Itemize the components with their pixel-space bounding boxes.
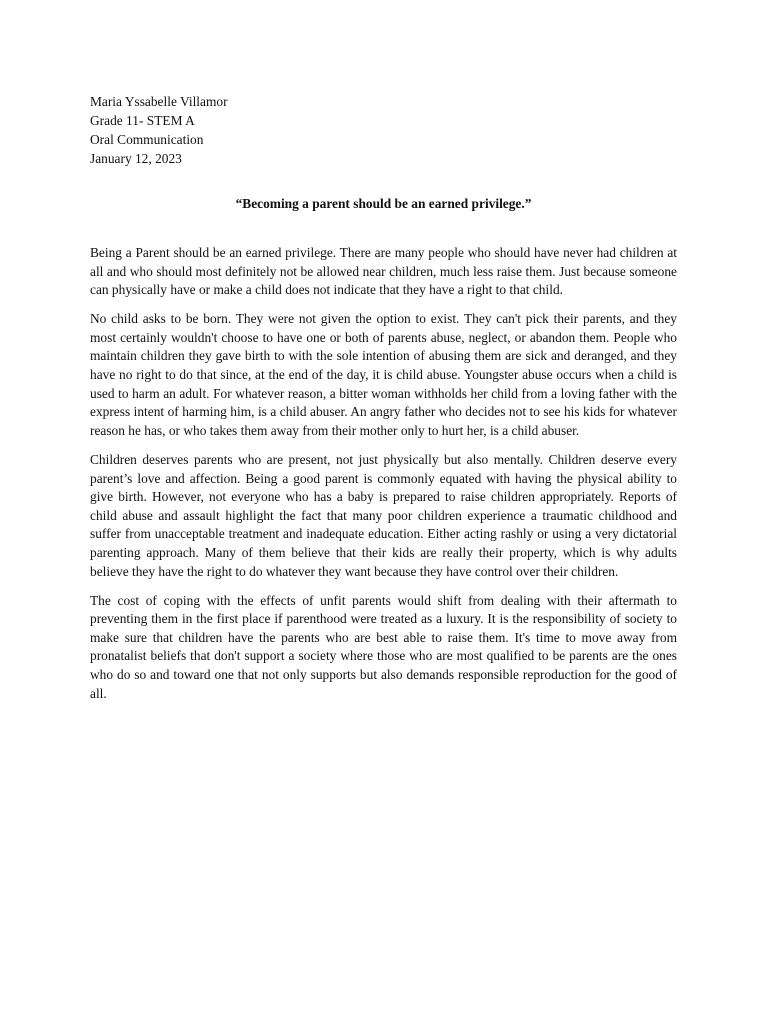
essay-title: “Becoming a parent should be an earned privilege.” [235,196,532,211]
author-name: Maria Yssabelle Villamor [90,94,228,109]
grade-section: Grade 11- STEM A [90,113,195,128]
paragraph-2: No child asks to be born. They were not given the option to exist. They can't pick their parents, and they most certainly wouldn't choose to have one or both of parents abuse, neglect, or abandon them. People who maintain children they gave birth to with the sole intention of abusing them are sick and deranged, and they have no right to do that since, at the end of the day, it is child abuse. Youngster abuse occurs when a child is used to harm an adult. For whatever reason, a bitter woman withholds her child from a loving father with the express intent of harming him, is a child abuser. An angry father who decides not to see his kids for whatever reason he has, or who takes them away from their mother only to hurt her, is a child abuser. [90,311,677,438]
date-line: January 12, 2023 [90,151,182,166]
document-page [90,92,677,714]
paragraph-1: Being a Parent should be an earned privilege. There are many people who should have never had children at all and who should most definitely not be allowed near children, much less raise them. Just because someone can physically have or make a child does not indicate that they have a right to that child. [90,245,677,298]
subject-line: Oral Communication [90,132,204,147]
paragraph-4: The cost of coping with the effects of unfit parents would shift from dealing with their aftermath to preventing them in the first place if parenthood were treated as a luxury. It is the responsibility of society to make sure that children have the parents who are best able to raise them. It's time to move away from pronatalist beliefs that don't support a society where those who are most qualified to be parents are the ones who do so and toward one that not only supports but also demands responsible reproduction for the good of all. [90,592,677,701]
paragraph-3: Children deserves parents who are present, not just physically but also mentally. Children deserve every parent’s love and affection. Being a good parent is commonly equated with having the physical ability to give birth. However, not everyone who has a baby is prepared to raise children appropriately. Reports of child abuse and assault highlight the fact that many poor children experience a traumatic childhood and suffer from unacceptable treatment and inadequate education. Either acting rashly or using a very dictatorial parenting approach. Many of them believe that their kids are really their property, which is why adults believe they have the right to do whatever they want because they have control over their children. [90,451,677,579]
essay-body [90,244,677,703]
author-block [90,92,677,168]
